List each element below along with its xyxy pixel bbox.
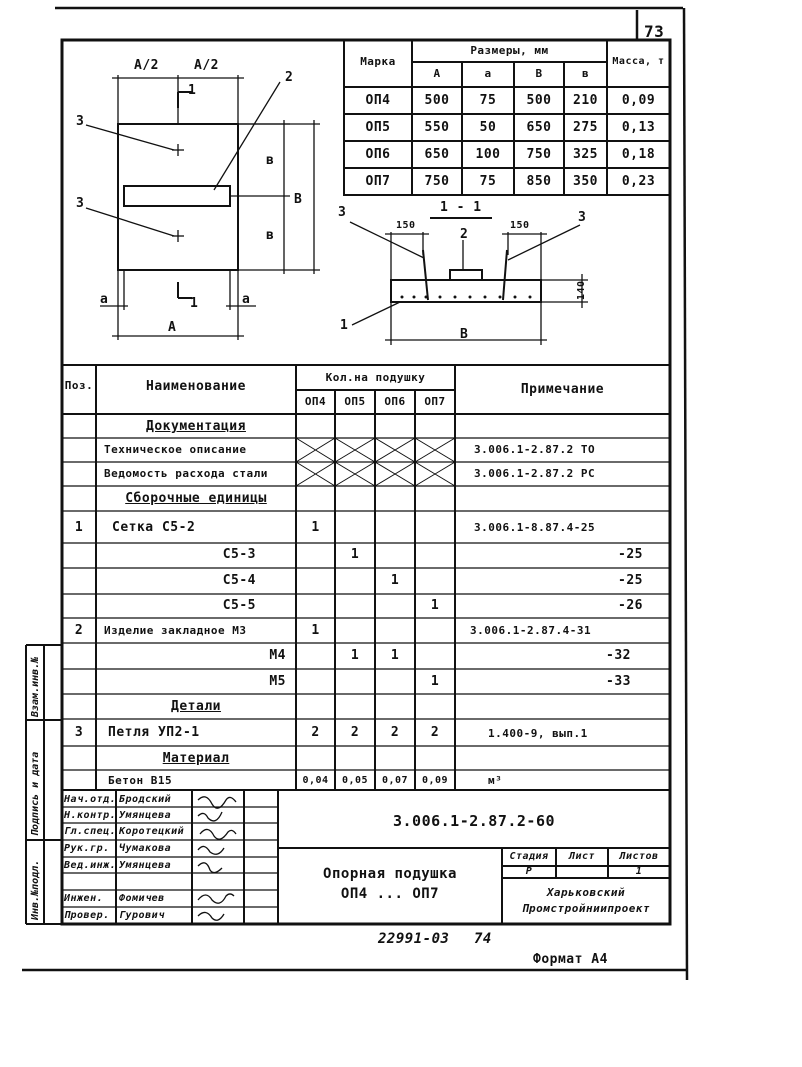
sign-role: Н.контр. [64,810,117,821]
stage-value: Р [525,866,533,877]
sizes-col-mark: Марка [360,55,396,68]
section-title: 1 - 1 [440,200,482,215]
sign-role: Вед.инж. [64,860,117,871]
sign-name: Умянцева [119,810,172,821]
plan-dim-A: А [168,320,177,335]
section-dim-150-right: 150 [510,220,530,231]
inventory-number: 22991-03 [378,931,450,947]
plan-dim-B: В [294,192,303,207]
sign-role: Нач.отд. [64,794,117,805]
inventory-page: 74 [474,931,492,947]
sizes-row-mass: 0,09 [621,93,656,108]
spec-row-note: -32 [606,648,631,663]
plan-dim-b-upper: в [266,153,275,168]
sizes-row-mark: ОП6 [365,147,391,162]
plan-a-half-right: А/2 [194,58,219,73]
sign-role: Инжен. [64,893,104,904]
section-dim-B: В [460,327,469,342]
sheet-label: Лист [568,851,596,862]
spec-row-name: Изделие закладное М3 [104,624,247,637]
sign-name: Гурович [119,910,165,921]
sizes-row-A: 500 [424,93,450,108]
sizes-row-a: 75 [479,174,497,189]
sizes-row-b: 325 [573,147,598,162]
sign-role: Гл.спец. [64,826,117,837]
spec-row-q: 2 [311,725,320,740]
spec-col-qty: Кол.на подушку [325,371,426,384]
spec-row-note: -33 [606,674,631,689]
spec-row-note: 3.006.1-8.87.4-25 [474,521,596,534]
doc-title-line1: Опорная подушка [323,866,457,882]
spec-row-name: С5-3 [222,547,256,562]
plan-a-half-left: А/2 [134,58,159,73]
sizes-row-a: 50 [479,120,497,135]
org-line1: Харьковский [546,886,626,899]
sizes-row-mass: 0,13 [621,120,656,135]
sizes-row-B: 500 [526,93,552,108]
sizes-row-B: 650 [526,120,552,135]
sizes-row-b: 210 [573,93,598,108]
spec-col-pos: Поз. [64,379,94,392]
plan-dim-b-lower: в [266,228,275,243]
doc-code: 3.006.1-2.87.2-60 [392,812,556,830]
plan-dim-a-left: а [100,292,109,307]
sizes-row-B: 850 [526,174,552,189]
spec-row-q: 0,04 [302,775,329,786]
spec-row-q: 2 [430,725,440,740]
plan-dim-a-right: а [242,292,251,307]
sizes-row-mark: ОП7 [365,174,391,189]
spec-row-q: 1 [390,648,400,663]
spec-row-pos: 3 [74,725,84,740]
spec-row-note: м³ [488,774,503,787]
plan-callout-2: 2 [285,70,294,85]
sizes-sub-B: В [535,67,543,80]
spec-qty-op4: ОП4 [304,395,327,408]
spec-row-pos: 2 [74,623,84,638]
sizes-col-sizes: Размеры, мм [470,44,549,57]
spec-qty-op5: ОП5 [344,395,366,408]
spec-row-q: 1 [350,547,360,562]
spec-row-q: 2 [390,725,400,740]
spec-qty-op6: ОП6 [384,395,406,408]
plan-section-mark-top: 1 [188,83,197,98]
side-label-podpis: Подпись и дата [30,751,41,836]
spec-row-name: Сетка С5-2 [112,520,196,535]
spec-row-note: 3.006.1-2.87.2 РС [474,467,596,480]
section-dim-150-left: 150 [396,220,416,231]
spec-section-details: Детали [171,699,221,714]
org-line2: Промстройниипроект [521,902,651,915]
page-number: 73 [644,22,665,41]
spec-row-name: С5-4 [222,573,256,588]
spec-row-name: Бетон В15 [108,774,173,787]
format-label: Формат А4 [533,952,608,967]
spec-row-name: Ведомость расхода стали [104,467,268,480]
sign-name: Бродский [119,794,172,805]
section-callout-2: 2 [460,227,469,242]
spec-row-name: М4 [269,648,286,663]
spec-row-note: -25 [618,547,643,562]
spec-row-q: 1 [390,573,400,588]
signature-scribbles [198,797,236,920]
sizes-row-b: 350 [573,174,598,189]
stage-label: Стадия [509,851,549,862]
spec-row-note: -25 [618,573,643,588]
spec-row-name: М5 [269,674,286,689]
plan-callout-3a: 3 [76,114,85,129]
spec-row-q: 0,07 [381,775,409,786]
sheets-label: Листов [619,851,659,862]
sign-role: Рук.гр. [64,843,110,854]
spec-col-note: Примечание [520,382,605,397]
spec-row-note: 3.006.1-2.87.4-31 [470,624,592,637]
section-callout-1: 1 [340,318,349,333]
sizes-row-b: 275 [573,120,598,135]
spec-section-docs: Документация [146,419,246,434]
spec-section-assemblies: Сборочные единицы [125,491,267,506]
section-callout-3-right: 3 [578,210,587,225]
spec-col-name: Наименование [146,379,246,394]
spec-row-note: 1.400-9, вып.1 [488,727,588,740]
section-callout-3-left: 3 [338,205,347,220]
sizes-row-mark: ОП5 [365,120,391,135]
sign-role: Провер. [64,910,110,921]
spec-row-q: 1 [350,648,360,663]
spec-qty-op7: ОП7 [424,395,446,408]
spec-row-pos: 1 [74,520,84,535]
sizes-row-A: 750 [424,174,450,189]
spec-row-q: 1 [430,598,440,613]
sizes-row-mass: 0,23 [621,174,656,189]
plan-callout-3b: 3 [76,196,85,211]
doc-title-line2: ОП4 ... ОП7 [340,886,440,902]
plan-section-mark-bottom: 1 [190,296,199,311]
sizes-row-a: 75 [479,93,497,108]
sizes-sub-a: а [484,67,492,80]
spec-row-q: 1 [430,674,440,689]
sizes-row-mark: ОП4 [365,93,391,108]
sizes-sub-A: А [433,67,441,80]
spec-row-q: 2 [350,725,360,740]
spec-section-material: Материал [162,751,230,766]
side-label-vzam: Взам.инв.№ [30,656,41,717]
spec-row-name: С5-5 [222,598,256,613]
sign-name: Чумакова [119,843,172,854]
spec-row-q: 1 [311,520,320,535]
spec-row-name: Петля УП2-1 [108,725,200,740]
sizes-row-a: 100 [475,147,501,162]
spec-row-q: 0,05 [341,775,369,786]
section-dim-140: 140 [576,280,587,300]
sign-name: Фомичев [119,893,165,904]
spec-row-name: Техническое описание [104,443,247,456]
sizes-row-A: 550 [424,120,450,135]
sizes-row-A: 650 [424,147,450,162]
sizes-row-mass: 0,18 [621,147,656,162]
side-label-inv: Инв.№подл. [30,859,41,920]
sizes-row-B: 750 [526,147,552,162]
spec-row-q: 1 [311,623,320,638]
sizes-col-mass: Масса, т [612,56,665,67]
sign-name: Умянцева [119,860,172,871]
spec-row-note: -26 [618,598,643,613]
sign-name: Коротецкий [119,826,185,837]
spec-row-note: 3.006.1-2.87.2 ТО [474,443,596,456]
sheets-value: 1 [635,866,643,877]
sizes-sub-b: в [581,67,590,80]
spec-row-q: 0,09 [421,775,449,786]
